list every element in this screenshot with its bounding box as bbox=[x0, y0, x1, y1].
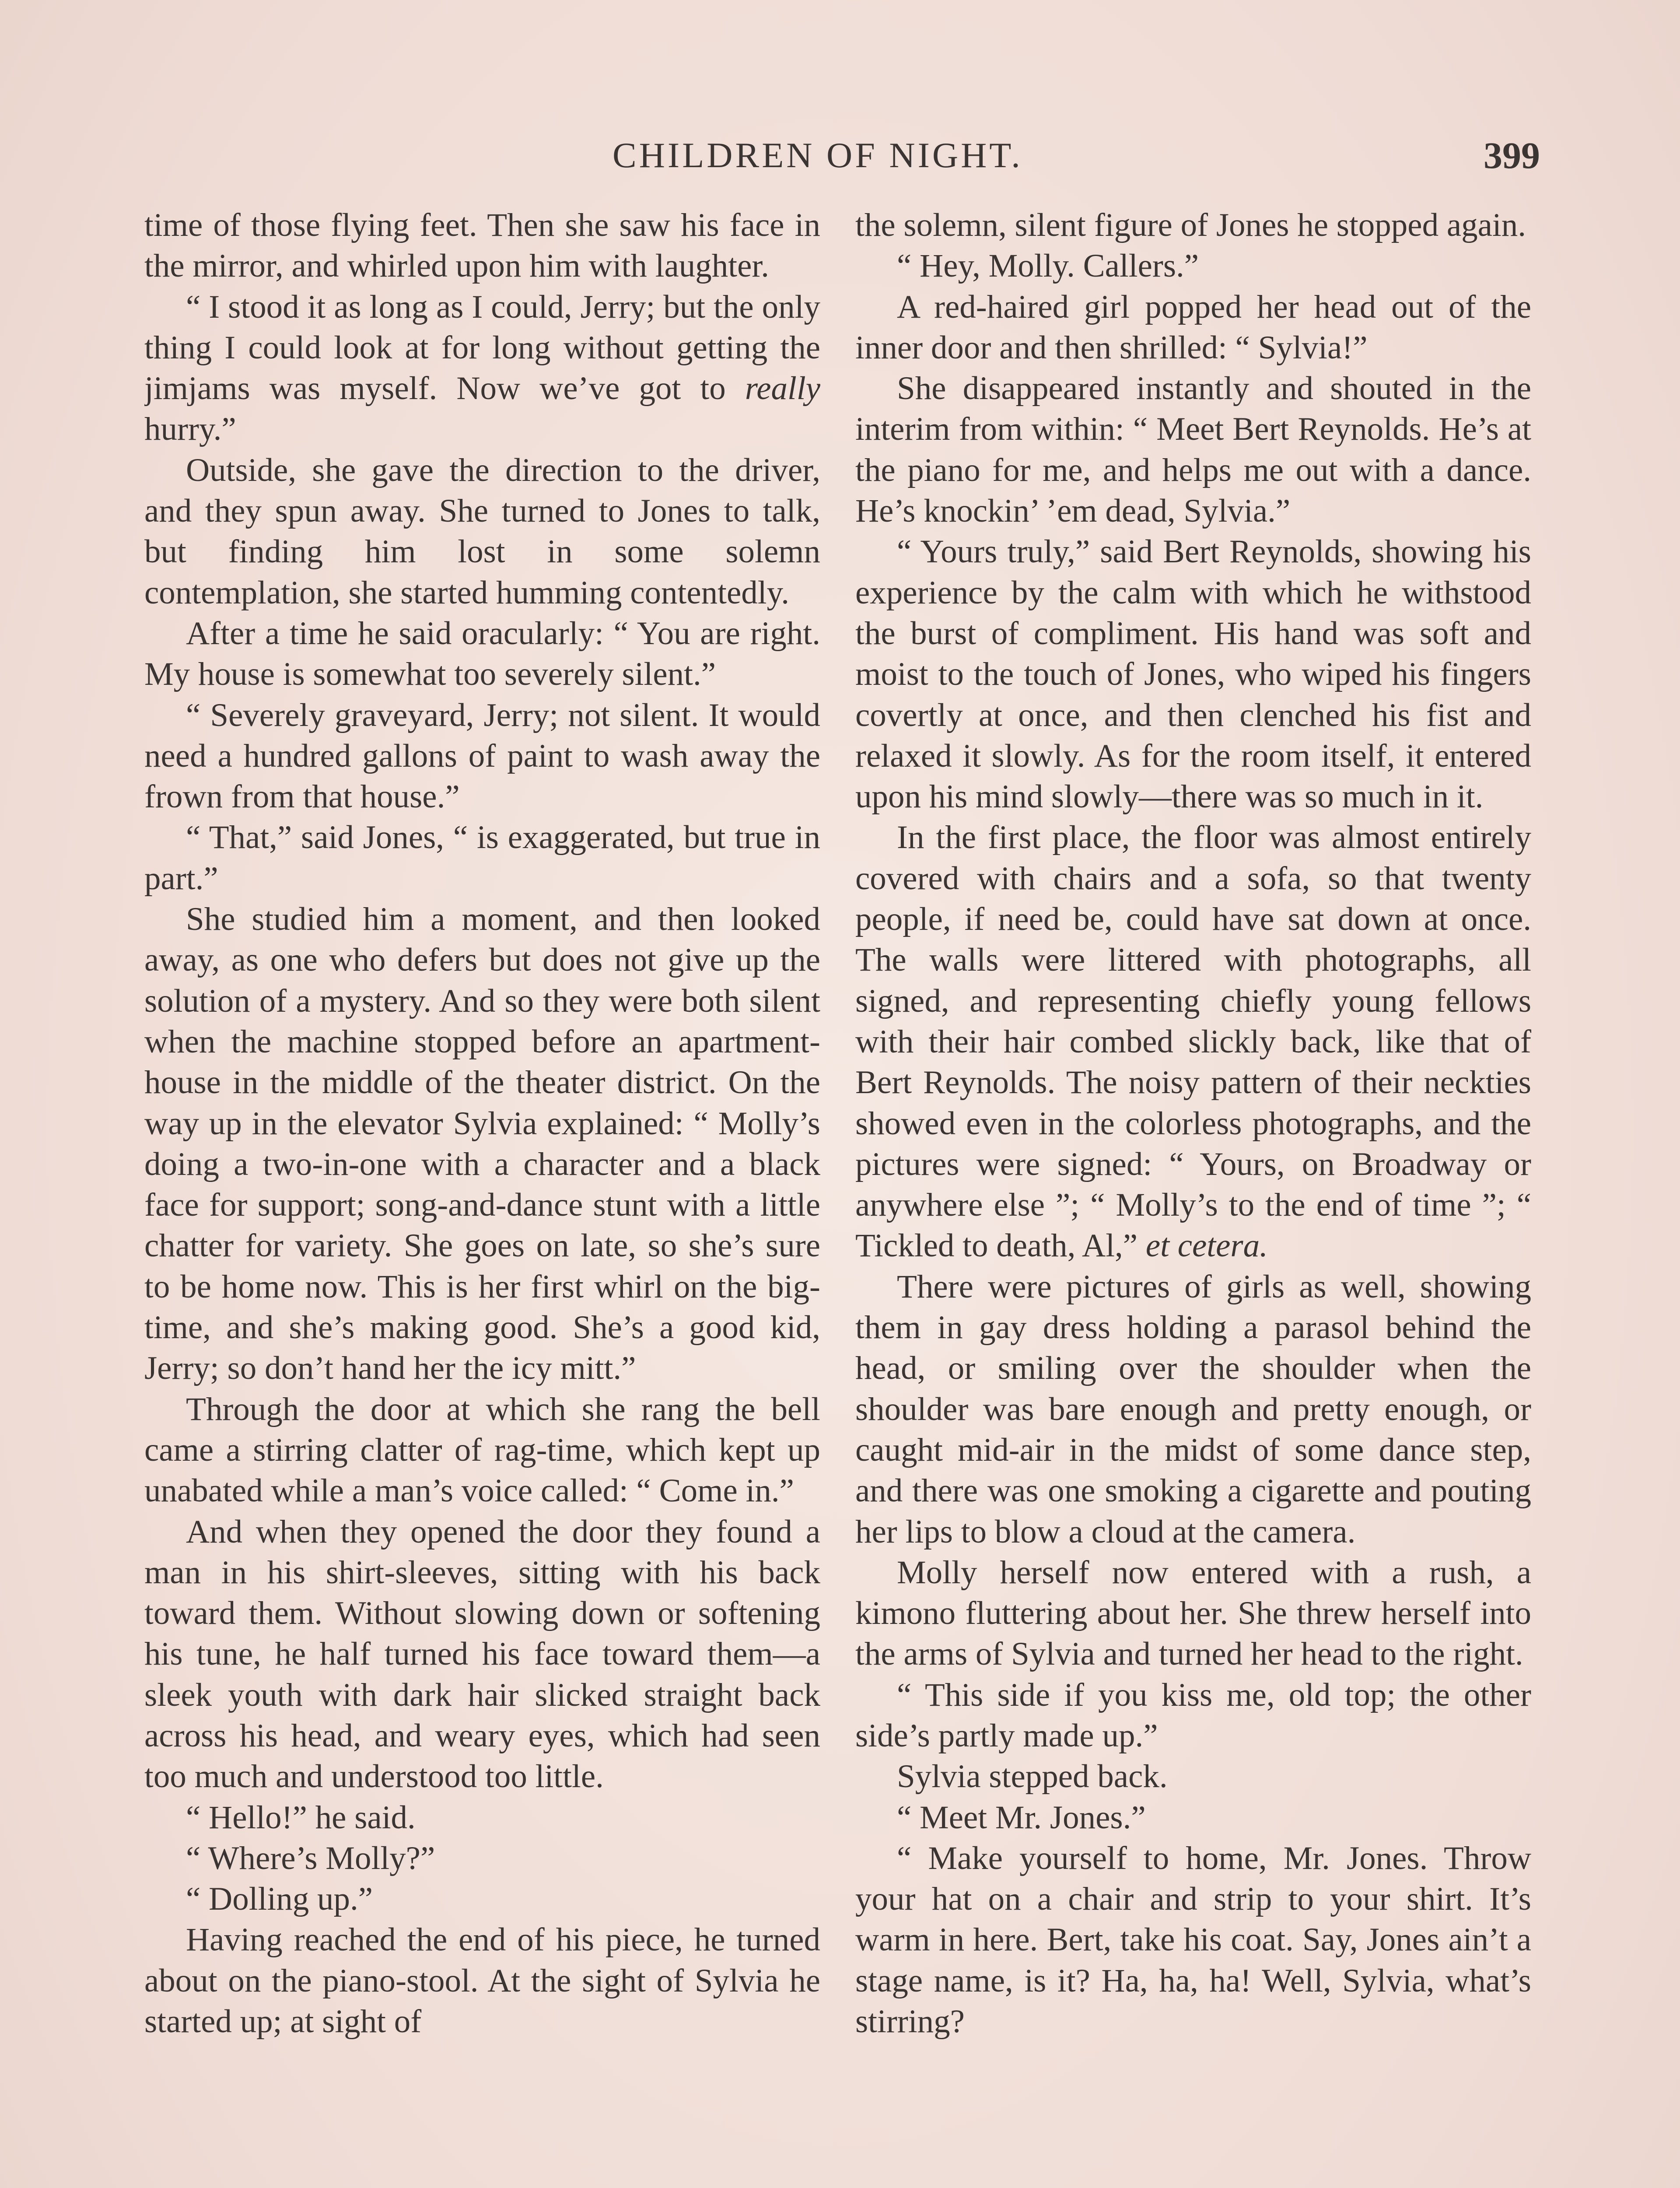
paragraph: “ That,” said Jones, “ is exaggerated, but true in part.” bbox=[144, 819, 820, 897]
paragraph-text: “ I stood it as long as I could, Jerry; but the only thing I could look at for long without getting the jimjams was myself. Now we’ve got to bbox=[144, 288, 820, 407]
paragraph: “ Where’s Molly?” bbox=[186, 1840, 435, 1876]
paragraph: “ Severely graveyard, Jerry; not silent. It would need a hundred gallons of paint to wash away the frown from that house.” bbox=[144, 697, 820, 815]
paragraph: “ Hey, Molly. Callers.” bbox=[897, 248, 1199, 284]
paragraph: Sylvia stepped back. bbox=[897, 1758, 1168, 1795]
emphasis: et cetera. bbox=[1145, 1227, 1268, 1264]
paragraph: There were pictures of girls as well, showing them in gay dress holding a parasol behind the head, or smiling over the shoulder when the shoulder was bare enough and pretty enough, or caught mid-air in the midst of some dance step, and there was one smoking a cigarette and pouting her lips to blow a cloud at the camera. bbox=[855, 1268, 1531, 1550]
paragraph: Through the door at which she rang the bell came a stirring clatter of rag-time, which kept up unabated while a man’s voice called: “ Come in.” bbox=[144, 1391, 820, 1509]
paragraph-text: hurry.” bbox=[144, 411, 236, 448]
paragraph: “ Dolling up.” bbox=[186, 1881, 373, 1918]
running-title: CHILDREN OF NIGHT. bbox=[612, 135, 1023, 175]
paragraph: “ Yours truly,” said Bert Reynolds, showing his experience by the calm with which he withstood the burst of compliment. His hand was soft and moist to the touch of Jones, who wiped his fingers covertly at once, and then clenched his fist and relaxed it slowly. As for the room itself, it entered upon his mind slowly—there was so much in it. bbox=[855, 533, 1531, 815]
paragraph: Having reached the end of his piece, he turned about on the piano-stool. At the sight of Sylvia he started up; at sight of bbox=[144, 1922, 820, 2040]
right-column bbox=[855, 205, 1531, 2188]
paragraph-text: In the first place, the floor was almost entirely covered with chairs and a sofa, so that twenty people, if need be, could have sat down at once. The walls were littered with photographs, all signed, and representing chiefly young fellows with their hair combed slickly back, like that of Bert Reynolds. The noisy pattern of their neckties showed even in the colorless photographs, and the pictures were signed: “ Yours, on Broadway or anywhere else ”; “ Molly’s to the end of time ”; “ Tickled to death, Al,” bbox=[855, 819, 1531, 1264]
paragraph: After a time he said oracularly: “ You are right. My house is somewhat too severely silent.” bbox=[144, 615, 820, 693]
paragraph: “ Meet Mr. Jones.” bbox=[897, 1799, 1146, 1836]
paragraph bbox=[144, 287, 820, 450]
paragraph: the solemn, silent figure of Jones he stopped again. bbox=[855, 207, 1526, 243]
paragraph: And when they opened the door they found a man in his shirt-sleeves, sitting with his back toward them. Without slowing down or softening his tune, he half turned his face toward them—a sleek youth with dark hair slicked straight back across his head, and weary eyes, which had seen too much and understood too little. bbox=[144, 1513, 820, 1795]
paragraph: Outside, she gave the direction to the driver, and they spun away. She turned to Jones to talk, but finding him lost in some solemn contemplation, she started humming contentedly. bbox=[144, 452, 820, 611]
paragraph: A red-haired girl popped her head out of the inner door and then shrilled: “ Sylvia!” bbox=[855, 288, 1531, 366]
left-column bbox=[144, 205, 820, 2188]
paragraph: “ Hello!” he said. bbox=[186, 1799, 416, 1836]
paragraph: She studied him a moment, and then looked away, as one who defers but does not give up the solution of a mystery. And so they were both silent when the machine stopped before an apartment-house in the middle of the theater district. On the way up in the elevator Sylvia explained: “ Molly’s doing a two-in-one with a character and a black face for support; song-and-dance stunt with a little chatter for variety. She goes on late, so she’s sure to be home now. This is her first whirl on the big-time, and she’s making good. She’s a good kid, Jerry; so don’t hand her the icy mitt.” bbox=[144, 901, 820, 1387]
page-header bbox=[612, 131, 1540, 184]
page-number: 399 bbox=[1484, 134, 1540, 176]
paragraph: “ This side if you kiss me, old top; the other side’s partly made up.” bbox=[855, 1676, 1531, 1754]
paragraph: She disappeared instantly and shouted in the interim from within: “ Meet Bert Reynolds. He’s at the piano for me, and helps me out with a dance. He’s knockin’ ’em dead, Sylvia.” bbox=[855, 370, 1531, 529]
paragraph: Molly herself now entered with a rush, a kimono fluttering about her. She threw herself into the arms of Sylvia and turned her head to the right. bbox=[855, 1554, 1531, 1673]
paragraph: “ Make yourself to home, Mr. Jones. Throw your hat on a chair and strip to your shirt. It’s warm in here. Bert, take his coat. Say, Jones ain’t a stage name, is it? Ha, ha, ha! Well, Sylvia, what’s stirring? bbox=[855, 1840, 1531, 2040]
paragraph bbox=[855, 817, 1531, 1266]
emphasis: really bbox=[745, 370, 820, 407]
paragraph: time of those flying feet. Then she saw his face in the mirror, and whirled upon him with laughter. bbox=[144, 207, 820, 284]
